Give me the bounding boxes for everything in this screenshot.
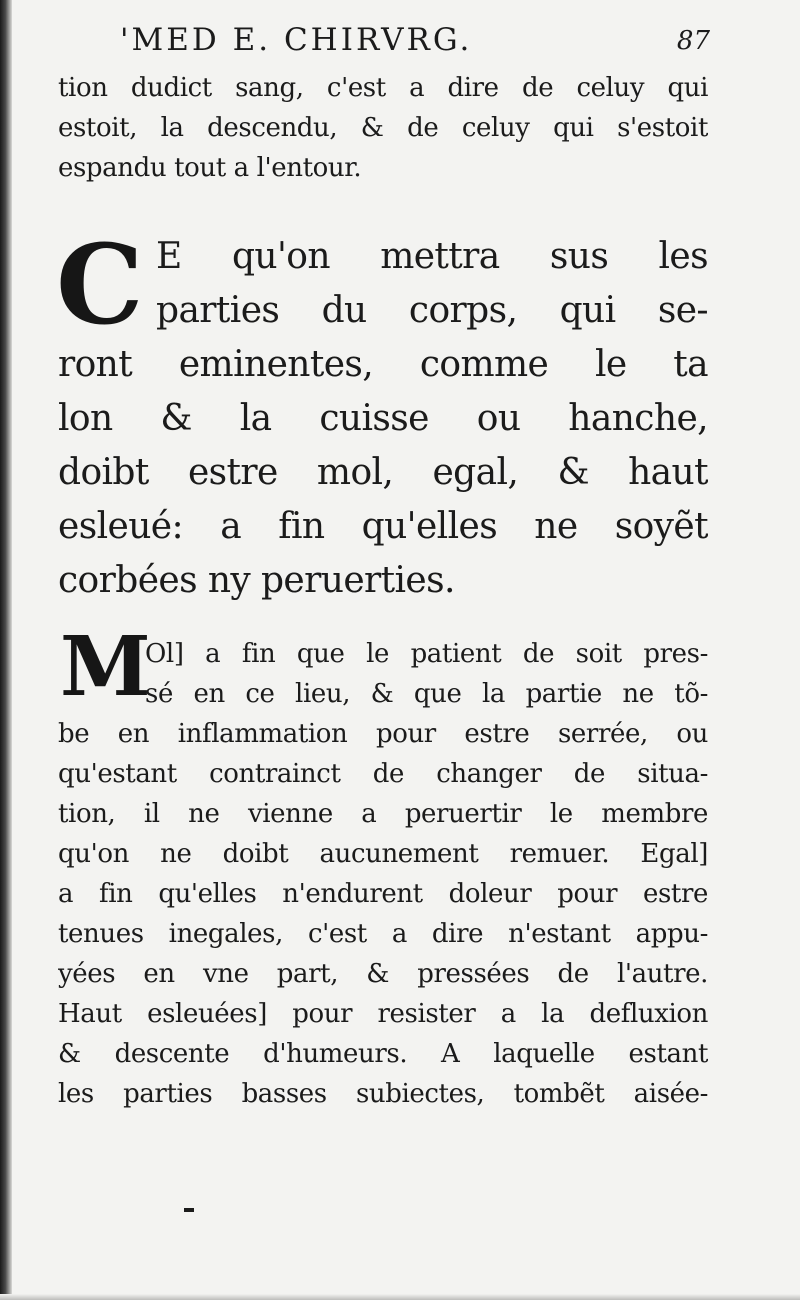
- text-line: ront eminentes, comme le ta: [58, 344, 708, 385]
- text-line: parties du corps, qui se-: [156, 290, 708, 331]
- top-paragraph: [58, 68, 708, 188]
- text-line: a fin qu'elles n'endurent doleur pour estre: [58, 879, 708, 909]
- page-gutter-shadow: [0, 0, 12, 1300]
- text-line: be en inflammation pour estre serrée, ou: [58, 719, 708, 749]
- page-number: 87: [676, 26, 710, 56]
- drop-cap-m: M: [60, 619, 151, 715]
- commentary-paragraph: [58, 634, 708, 1114]
- drop-cap-c: C: [56, 220, 144, 349]
- text-line: qu'estant contrainct de changer de situa-: [58, 759, 708, 789]
- text-line: & descente d'humeurs. A laquelle estant: [58, 1039, 708, 1069]
- page-header: [120, 22, 710, 62]
- text-line: lon & la cuisse ou hanche,: [58, 398, 708, 439]
- ink-mark: [184, 1208, 194, 1212]
- text-line: E qu'on mettra sus les: [156, 236, 708, 277]
- running-head: 'MED E. CHIRVRG.: [120, 22, 473, 58]
- text-line: tion, il ne vienne a peruertir le membre: [58, 799, 708, 829]
- text-line: tion dudict sang, c'est a dire de celuy qui: [58, 73, 708, 103]
- text-line: qu'on ne doibt aucunement remuer. Egal]: [58, 839, 708, 869]
- text-line: Haut esleuées] pour resister a la defluxion: [58, 999, 708, 1029]
- text-line: yées en vne part, & pressées de l'autre.: [58, 959, 708, 989]
- page-bottom-edge: [0, 1294, 800, 1300]
- text-line: esleué: a fin qu'elles ne soyẽt: [58, 506, 708, 547]
- text-line: tenues inegales, c'est a dire n'estant appu-: [58, 919, 708, 949]
- text-line: les parties basses subiectes, tombẽt aisée-: [58, 1079, 708, 1109]
- text-line: doibt estre mol, egal, & haut: [58, 452, 708, 493]
- text-line: sé en ce lieu, & que la partie ne tõ-: [145, 679, 708, 709]
- text-line: corbées ny peruerties.: [58, 560, 455, 601]
- text-line: Ol] a fin que le patient de soit pres-: [145, 639, 708, 669]
- text-line: estoit, la descendu, & de celuy qui s'estoit: [58, 113, 708, 143]
- aphorism-paragraph: [56, 220, 708, 608]
- text-line: espandu tout a l'entour.: [58, 153, 362, 183]
